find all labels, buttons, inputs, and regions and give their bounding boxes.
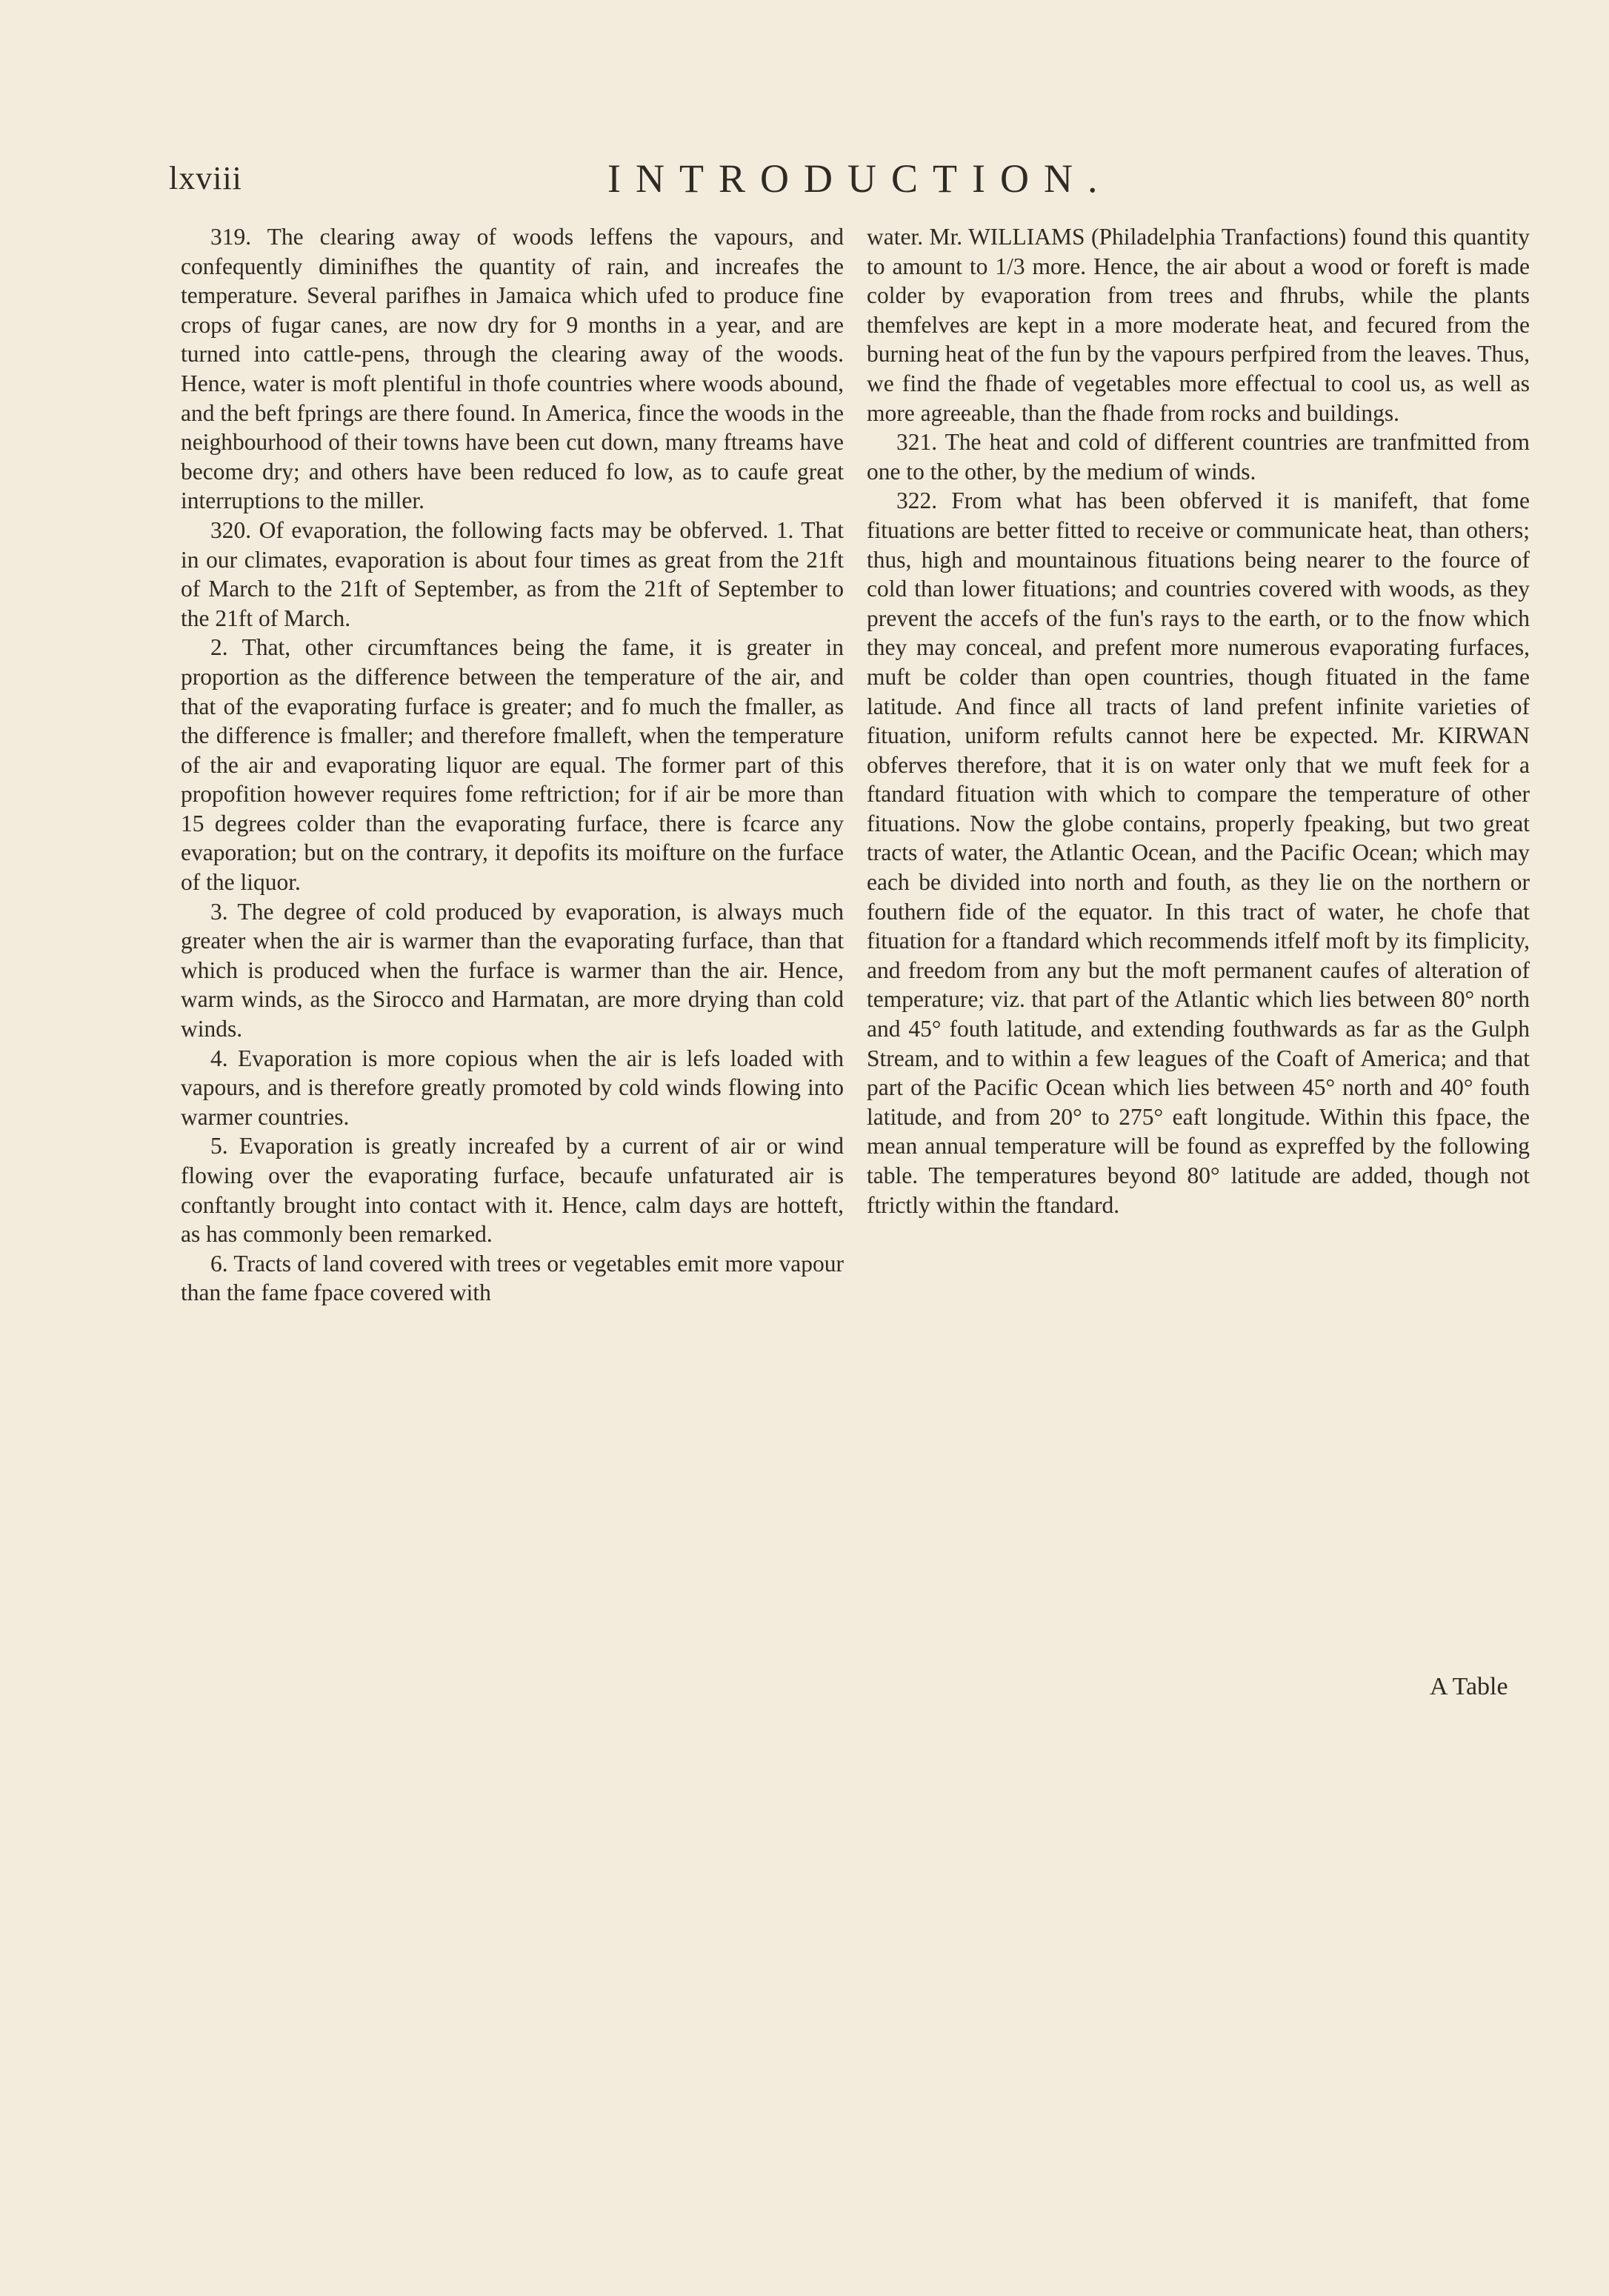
paragraph-320-item-2: 2. That, other circumftances being the fame, it is greater in proportion as the difference between the temperature of the air, and that of the evaporating furface is greater; and fo much the fmaller, as the difference is fmaller; and therefore fmalleft, when the temperature of the air and evaporating liquor are equal. The former part of this propofition however requires fome reftriction; for if air be more than 15 degrees colder than the evaporating furface, there is fcarce any evaporation; but on the contrary, it depofits its moifture on the furface of the liquor. (181, 634, 844, 896)
paragraph-319: 319. The clearing away of woods leffens the vapours, and confequently diminifhes the quantity of rain, and increafes the temperature. Several parifhes in Jamaica which ufed to produce fine crops of fugar canes, are now dry for 9 months in a year, and are turned into cattle-pens, through the clearing away of the woods. Hence, water is moft plentiful in thofe countries where woods abound, and the beft fprings are there found. In America, fince the woods in the neighbourhood of their towns have been cut down, many ftreams have become dry; and others have been reduced fo low, as to caufe great interruptions to the miller. (181, 224, 844, 514)
left-column (181, 222, 844, 1308)
paragraph-320: 320. Of evaporation, the following facts may be obferved. 1. That in our climates, evaporation is about four times as great from the 21ft of March to the 21ft of September, as from the 21ft of September to the 21ft of March. (181, 516, 844, 631)
paragraph-322: 322. From what has been obferved it is manifeft, that fome fituations are better fitted to receive or communicate heat, than others; thus, high and mountainous fituations being nearer to the fource of cold than lower fituations; and countries covered with woods, as they prevent the accefs of the fun's rays to the earth, or to the fnow which they may conceal, and prefent more numerous evaporating furfaces, muft be colder than open countries, though fituated in the fame latitude. And fince all tracts of land prefent infinite varieties of fituation, uniform refults cannot here be expected. Mr. KIRWAN obferves therefore, that it is on water only that we muft feek for a ftandard fituation with which to compare the temperature of other fituations. Now the globe contains, properly fpeaking, but two great tracts of water, the Atlantic Ocean, and the Pacific Ocean; which may each be divided into north and fouth, as they lie on the northern or fouthern fide of the equator. In this tract of water, he chofe that fituation for a ftandard which recommends itfelf moft by its fimplicity, and freedom from any but the moft permanent caufes of alteration of temperature; viz. that part of the Atlantic which lies between 80° north and 45° fouth latitude, and extending fouthwards as far as the Gulph Stream, and to within a few leagues of the Coaft of America; and that part of the Pacific Ocean which lies between 45° north and 40° fouth latitude, and from 20° to 275° eaft longitude. Within this fpace, the mean annual temperature will be found as expreffed by the following table. The temperatures beyond 80° latitude are added, though not ftrictly within the ftandard. (867, 488, 1530, 1218)
right-column (867, 222, 1530, 1219)
paragraph-320-item-4: 4. Evaporation is more copious when the air is lefs loaded with vapours, and is therefore greatly promoted by cold winds flowing into warmer countries. (181, 1045, 844, 1130)
paragraph-320-item-3: 3. The degree of cold produced by evaporation, is always much greater when the air is warmer than the evaporating furface, than that which is produced when the furface is warmer than the air. Hence, warm winds, as the Sirocco and Harmatan, are more drying than cold winds. (181, 898, 844, 1042)
paragraph-320-item-6: 6. Tracts of land covered with trees or vegetables emit more vapour than the fame fpace covered with (181, 1250, 844, 1306)
paragraph-320-item-5: 5. Evaporation is greatly increafed by a current of air or wind flowing over the evaporating furface, becaufe unfaturated air is conftantly brought into contact with it. Hence, calm days are hotteft, as has commonly been remarked. (181, 1133, 844, 1248)
paragraph-321: 321. The heat and cold of different countries are tranfmitted from one to the other, by the medium of winds. (867, 429, 1530, 485)
running-head: INTRODUCTION. (607, 156, 1113, 201)
paragraph-continuation: water. Mr. WILLIAMS (Philadelphia Tranfactions) found this quantity to amount to 1/3 more. Hence, the air about a wood or foreft is made colder by evaporation from trees and fhrubs, while the plants themfelves are kept in a more moderate heat, and fecured from the burning heat of the fun by the vapours perfpired from the leaves. Thus, we find the fhade of vegetables more effectual to cool us, as well as more agreeable, than the fhade from rocks and buildings. (867, 224, 1530, 426)
catchword: A Table (1430, 1673, 1508, 1700)
page-number: lxviii (169, 160, 242, 196)
